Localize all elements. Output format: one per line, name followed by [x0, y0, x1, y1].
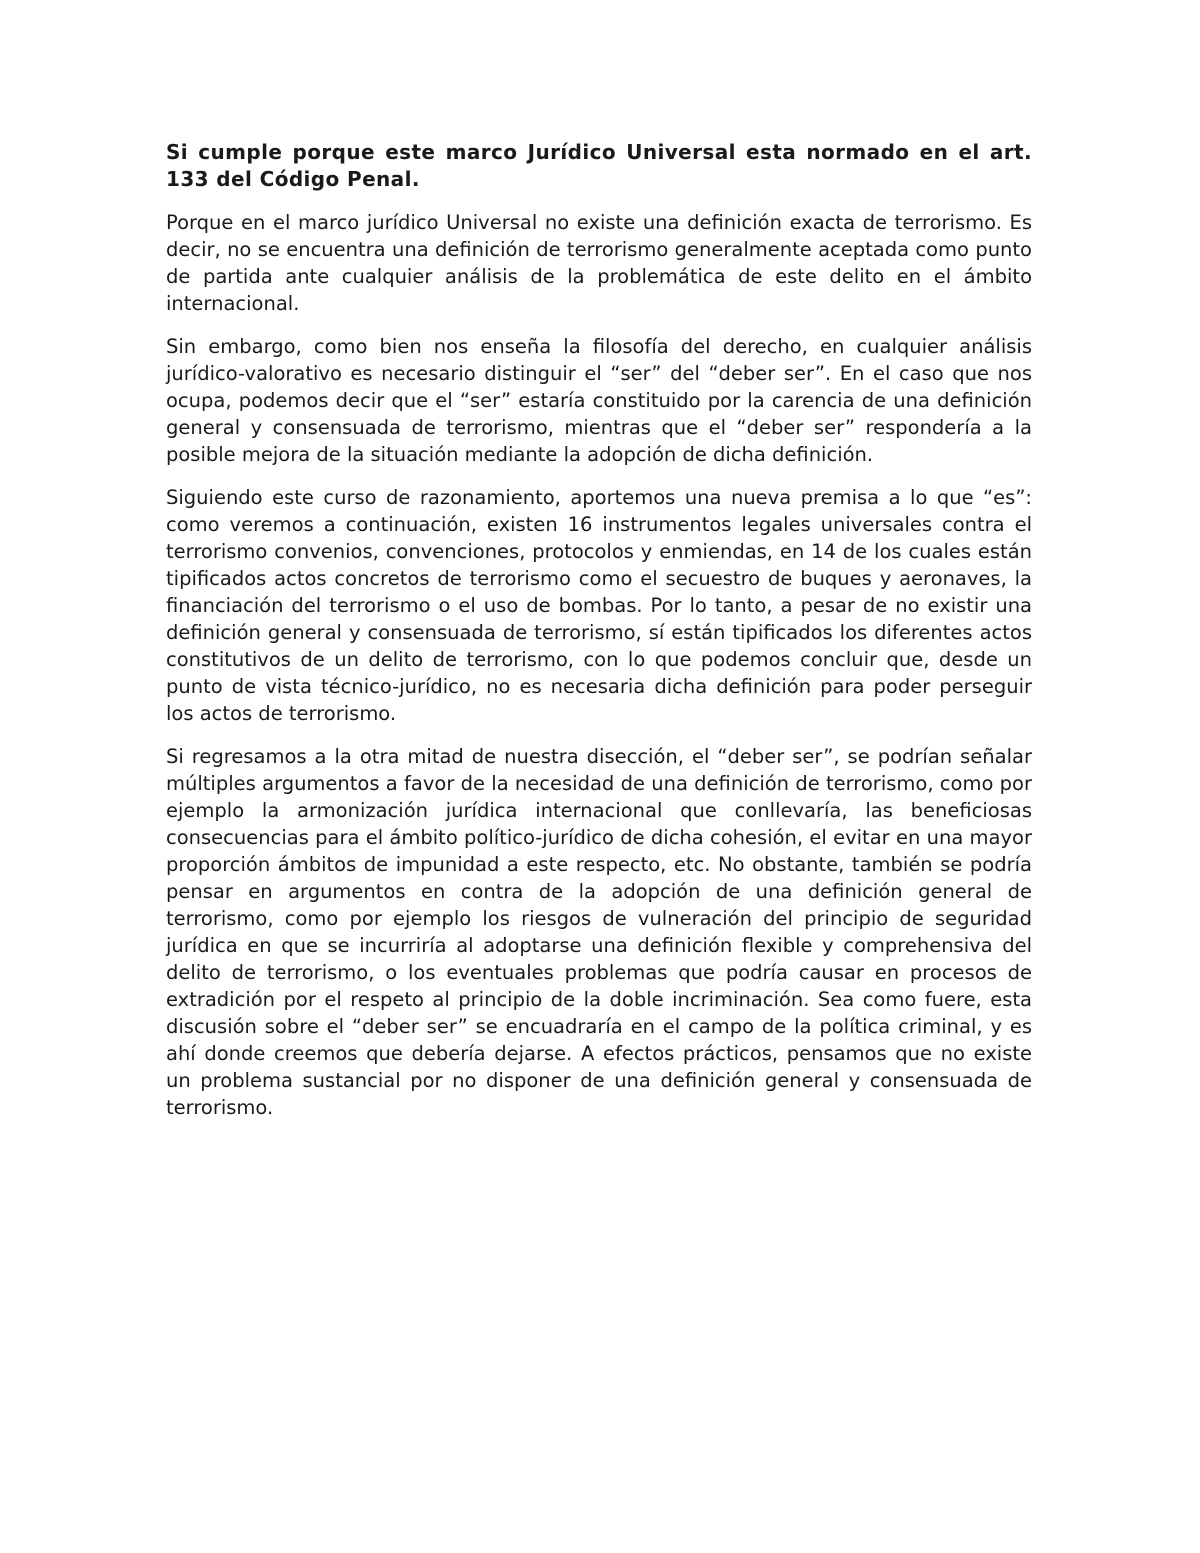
document-heading: Si cumple porque este marco Jurídico Universal esta normado en el art. 133 del Código Penal.	[166, 140, 1032, 191]
document-body	[166, 139, 1032, 1137]
paragraph-4: Si regresamos a la otra mitad de nuestra disección, el “deber ser”, se podrían señalar múltiples argumentos a favor de la necesidad de una definición de terrorismo, como por ejemplo la armonización jurídica internacional que conllevaría, las beneficiosas consecuencias para el ámbito político-jurídico de dicha cohesión, el evitar en una mayor proporción ámbitos de impunidad a este respecto, etc. No obstante, también se podría pensar en argumentos en contra de la adopción de una definición general de terrorismo, como por ejemplo los riesgos de vulneración del principio de seguridad jurídica en que se incurriría al adoptarse una definición flexible y comprehensiva del delito de terrorismo, o los eventuales problemas que podría causar en procesos de extradición por el respeto al principio de la doble incriminación. Sea como fuere, esta discusión sobre el “deber ser” se encuadraría en el campo de la política criminal, y es ahí donde creemos que debería dejarse. A efectos prácticos, pensamos que no existe un problema sustancial por no disponer de una definición general y consensuada de terrorismo.	[166, 745, 1032, 1119]
paragraph-3: Siguiendo este curso de razonamiento, aportemos una nueva premisa a lo que “es”: como veremos a continuación, existen 16 instrumentos legales universales contra el terrorismo convenios, convenciones, protocolos y enmiendas, en 14 de los cuales están tipificados actos concretos de terrorismo como el secuestro de buques y aeronaves, la financiación del terrorismo o el uso de bombas. Por lo tanto, a pesar de no existir una definición general y consensuada de terrorismo, sí están tipificados los diferentes actos constitutivos de un delito de terrorismo, con lo que podemos concluir que, desde un punto de vista técnico-jurídico, no es necesaria dicha definición para poder perseguir los actos de terrorismo.	[166, 486, 1032, 725]
paragraph-1: Porque en el marco jurídico Universal no existe una definición exacta de terrorismo. Es decir, no se encuentra una definición de terrorismo generalmente aceptada como punto de partida ante cualquier análisis de la problemática de este delito en el ámbito internacional.	[166, 211, 1032, 315]
paragraph-2: Sin embargo, como bien nos enseña la filosofía del derecho, en cualquier análisis jurídico-valorativo es necesario distinguir el “ser” del “deber ser”. En el caso que nos ocupa, podemos decir que el “ser” estaría constituido por la carencia de una definición general y consensuada de terrorismo, mientras que el “deber ser” respondería a la posible mejora de la situación mediante la adopción de dicha definición.	[166, 335, 1032, 466]
